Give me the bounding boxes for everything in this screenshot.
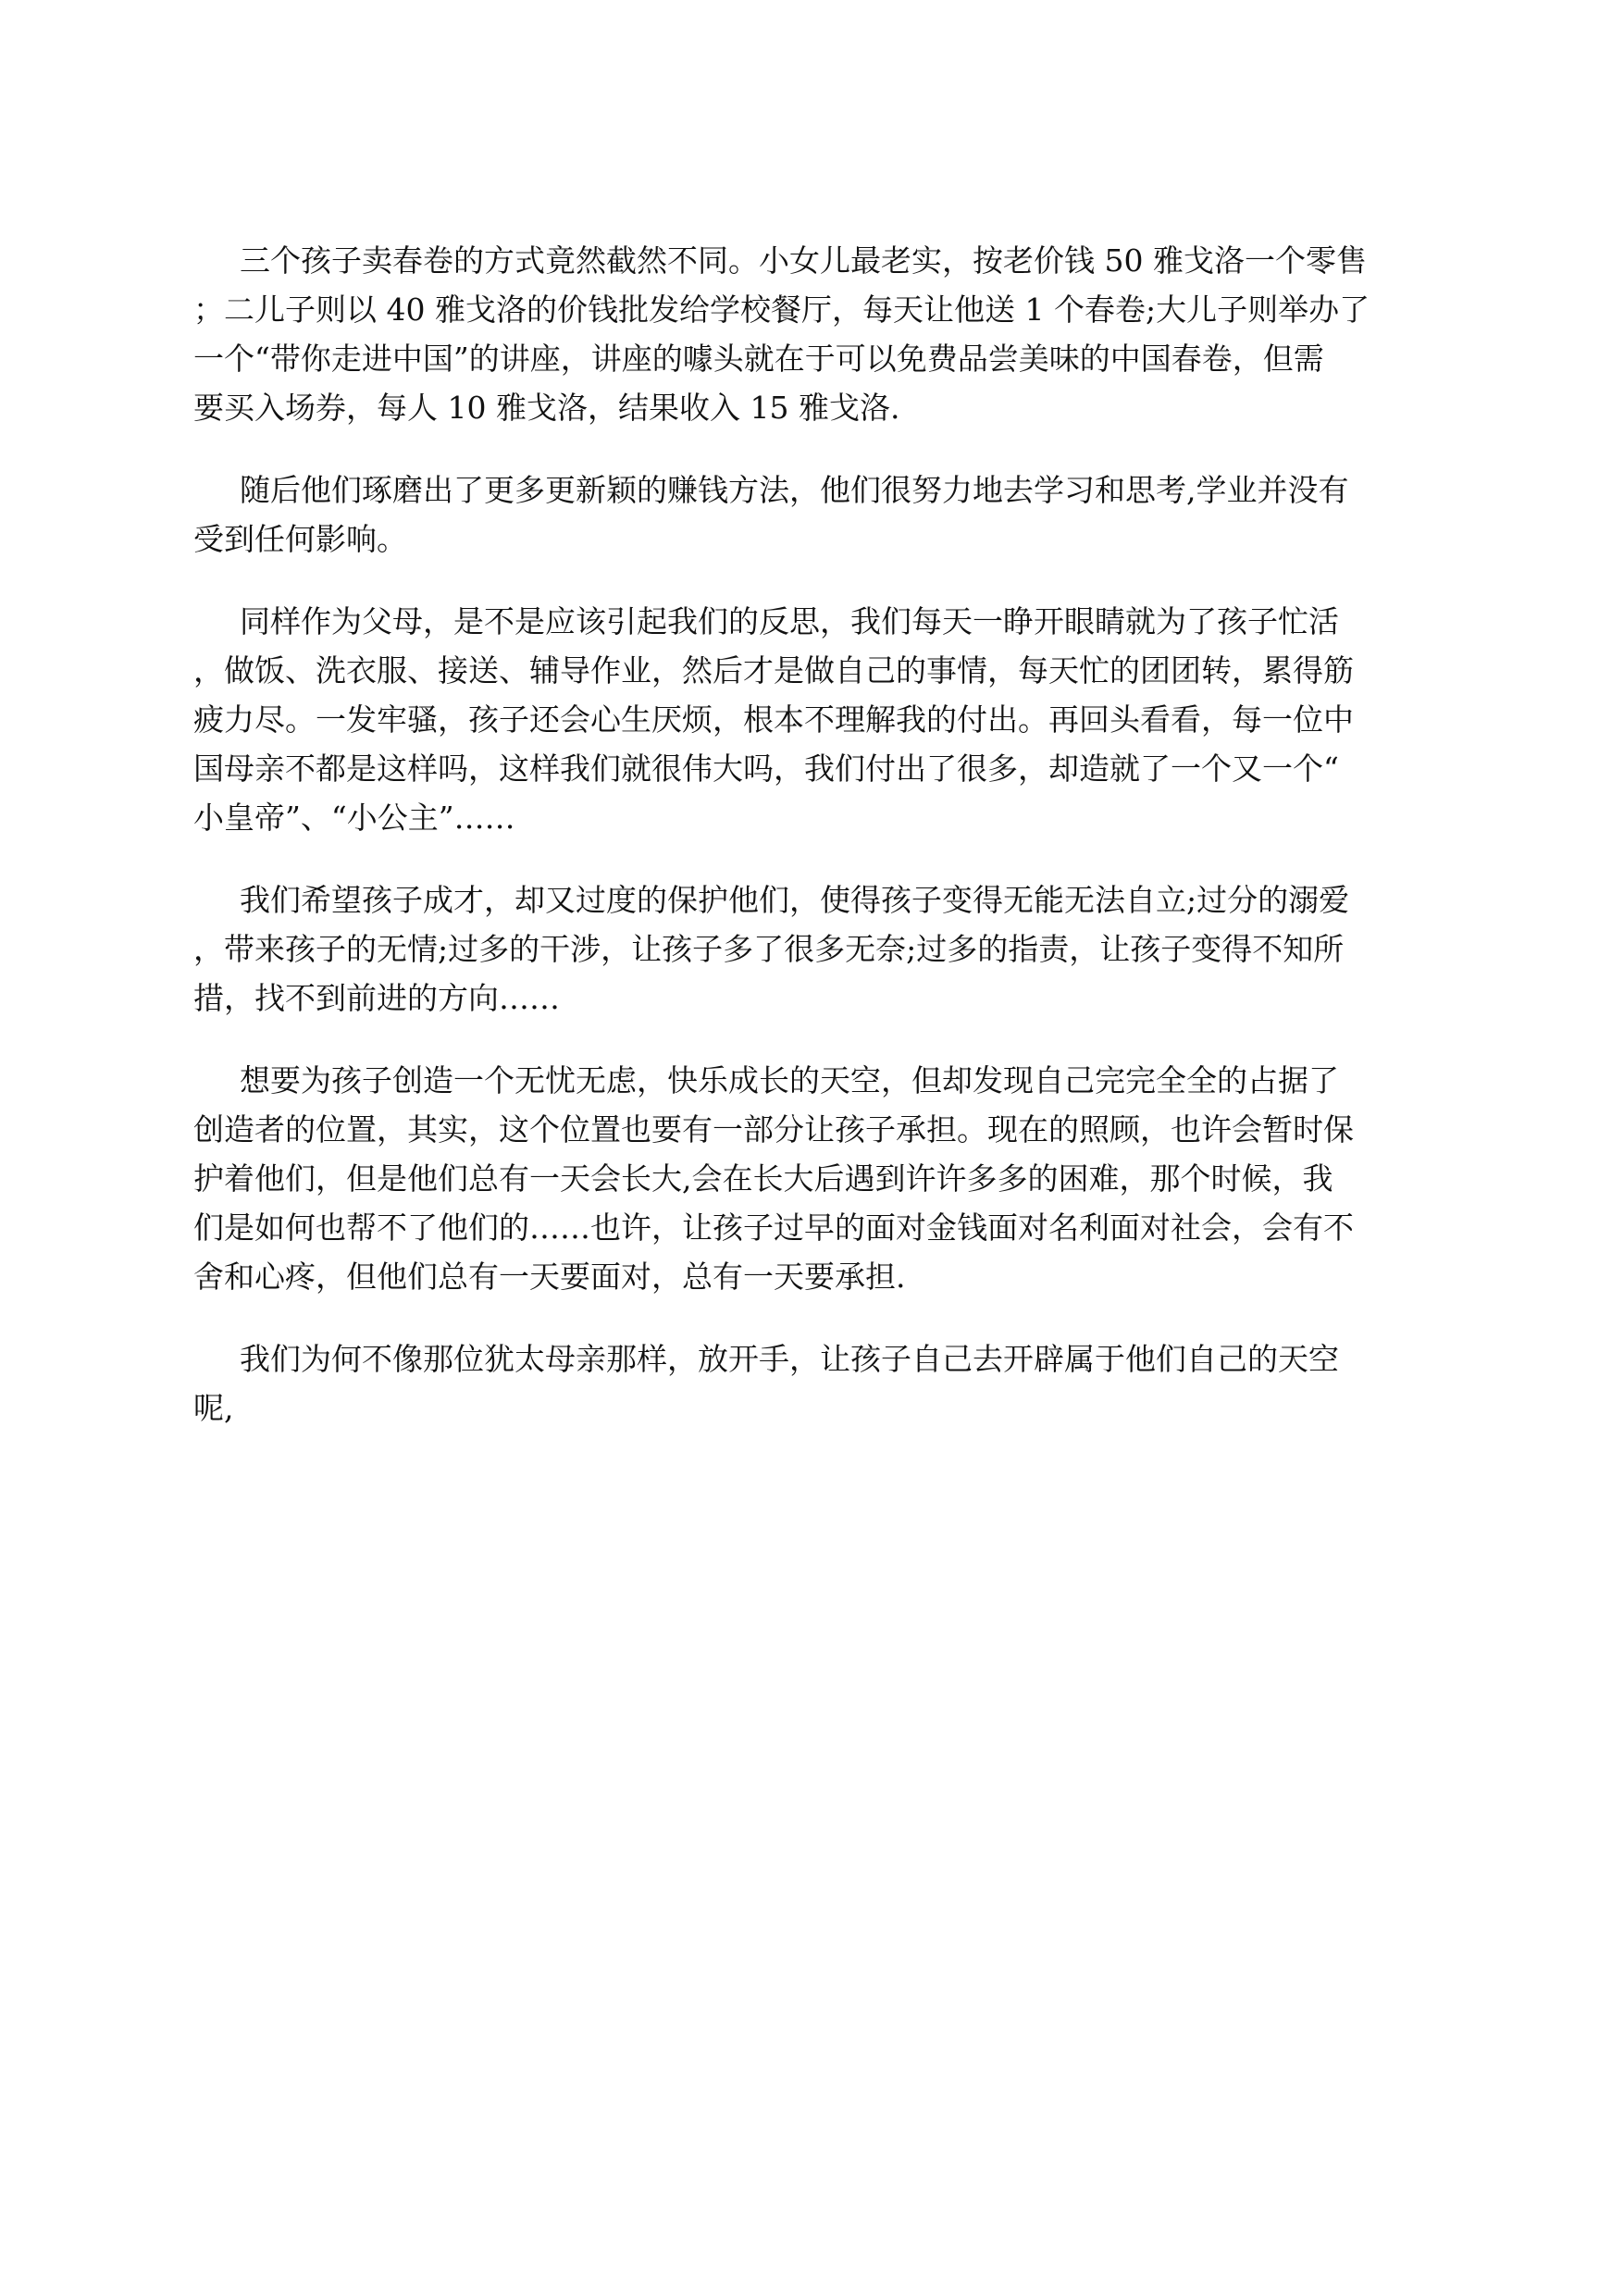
text-line: 们是如何也帮不了他们的……也许，让孩子过早的面对金钱面对名利面对社会，会有不 — [193, 1210, 1354, 1246]
text-line: 小皇帝”、“小公主”…… — [193, 800, 515, 836]
paragraph-4 — [193, 875, 1452, 1023]
text-line: 疲力尽。一发牢骚，孩子还会心生厌烦，根本不理解我的付出。再回头看看，每一位中 — [193, 701, 1354, 738]
text-line: 要买入场券，每人 10 雅戈洛，结果收入 15 雅戈洛. — [193, 390, 900, 426]
paragraph-6 — [193, 1334, 1452, 1433]
text-line: 受到任何影响。 — [193, 521, 407, 557]
document-body — [193, 236, 1452, 1466]
text-line: 我们希望孩子成才，却又过度的保护他们，使得孩子变得无能无法自立;过分的溺爱 — [240, 882, 1350, 918]
text-line: 随后他们琢磨出了更多更新颖的赚钱方法，他们很努力地去学习和思考,学业并没有 — [240, 472, 1349, 508]
paragraph-2 — [193, 465, 1452, 564]
text-line: 国母亲不都是这样吗，这样我们就很伟大吗，我们付出了很多，却造就了一个又一个“ — [193, 751, 1339, 787]
text-line: 想要为孩子创造一个无忧无虑，快乐成长的天空，但却发现自己完完全全的占据了 — [240, 1062, 1339, 1098]
paragraph-1 — [193, 236, 1452, 432]
text-line: 同样作为父母，是不是应该引起我们的反思，我们每天一睁开眼睛就为了孩子忙活 — [240, 603, 1339, 639]
text-line: 呢, — [193, 1390, 234, 1426]
text-line: ，带来孩子的无情;过多的干涉，让孩子多了很多无奈;过多的指责，让孩子变得不知所 — [193, 931, 1345, 967]
text-line: ；二儿子则以 40 雅戈洛的价钱批发给学校餐厅，每天让他送 1 个春卷;大儿子则举办了 — [193, 292, 1370, 328]
text-line: 三个孩子卖春卷的方式竟然截然不同。小女儿最老实，按老价钱 50 雅戈洛一个零售 — [240, 242, 1367, 279]
text-line: 我们为何不像那位犹太母亲那样，放开手，让孩子自己去开辟属于他们自己的天空 — [240, 1341, 1339, 1377]
paragraph-5 — [193, 1056, 1452, 1301]
paragraph-3 — [193, 597, 1452, 842]
text-line: ，做饭、洗衣服、接送、辅导作业，然后才是做自己的事情，每天忙的团团转，累得筋 — [193, 652, 1354, 688]
text-line: 护着他们，但是他们总有一天会长大,会在长大后遇到许许多多的困难，那个时候，我 — [193, 1160, 1333, 1197]
text-line: 一个“带你走进中国”的讲座，讲座的噱头就在于可以免费品尝美味的中国春卷，但需 — [193, 341, 1324, 377]
text-line: 措，找不到前进的方向…… — [193, 980, 560, 1016]
text-line: 创造者的位置，其实，这个位置也要有一部分让孩子承担。现在的照顾，也许会暂时保 — [193, 1111, 1354, 1148]
text-line: 舍和心疼，但他们总有一天要面对，总有一天要承担. — [193, 1259, 906, 1295]
